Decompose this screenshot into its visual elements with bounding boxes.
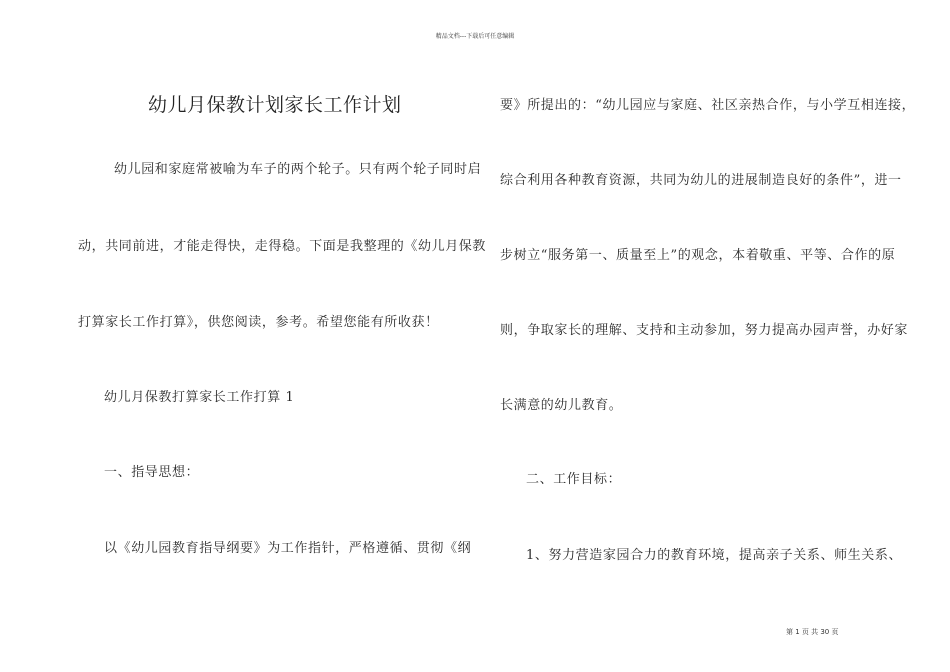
document-title: 幼儿月保教计划家长工作计划 xyxy=(148,94,402,116)
section-heading: 幼儿月保教打算家长工作打算 1 xyxy=(104,390,295,405)
paragraph-line: 长满意的幼儿教育。 xyxy=(500,398,623,413)
paragraph-line: 幼儿园和家庭常被喻为车子的两个轮子。只有两个轮子同时启 xyxy=(114,162,482,177)
paragraph-line: 综合利用各种教育资源，共同为幼儿的进展制造良好的条件”，进一 xyxy=(500,173,902,188)
paragraph-line: 打算家长工作打算》，供您阅读，参考。希望您能有所收获！ xyxy=(78,315,439,330)
paragraph-line: 要》所提出的：“幼儿园应与家庭、社区亲热合作，与小学互相连接， xyxy=(500,98,916,113)
paragraph-line: 1、努力营造家园合力的教育环境，提高亲子关系、师生关系、 xyxy=(526,548,903,563)
page-header-note: 精品文档---下载后可任意编辑 xyxy=(435,33,515,40)
paragraph-line: 以《幼儿园教育指导纲要》为工作指针，严格遵循、贯彻《纲 xyxy=(104,541,472,556)
page-number: 第 1 页 共 30 页 xyxy=(786,628,839,636)
paragraph-line: 步树立“服务第一、质量至上”的观念，本着敬重、平等、合作的原 xyxy=(500,248,896,263)
section-heading: 二、工作目标： xyxy=(526,472,622,487)
paragraph-line: 动，共同前进，才能走得快，走得稳。下面是我整理的《幼儿月保教 xyxy=(78,239,487,254)
section-heading: 一、指导思想： xyxy=(104,465,200,480)
paragraph-line: 则，争取家长的理解、支持和主动参加，努力提高办园声誉，办好家 xyxy=(500,323,909,338)
